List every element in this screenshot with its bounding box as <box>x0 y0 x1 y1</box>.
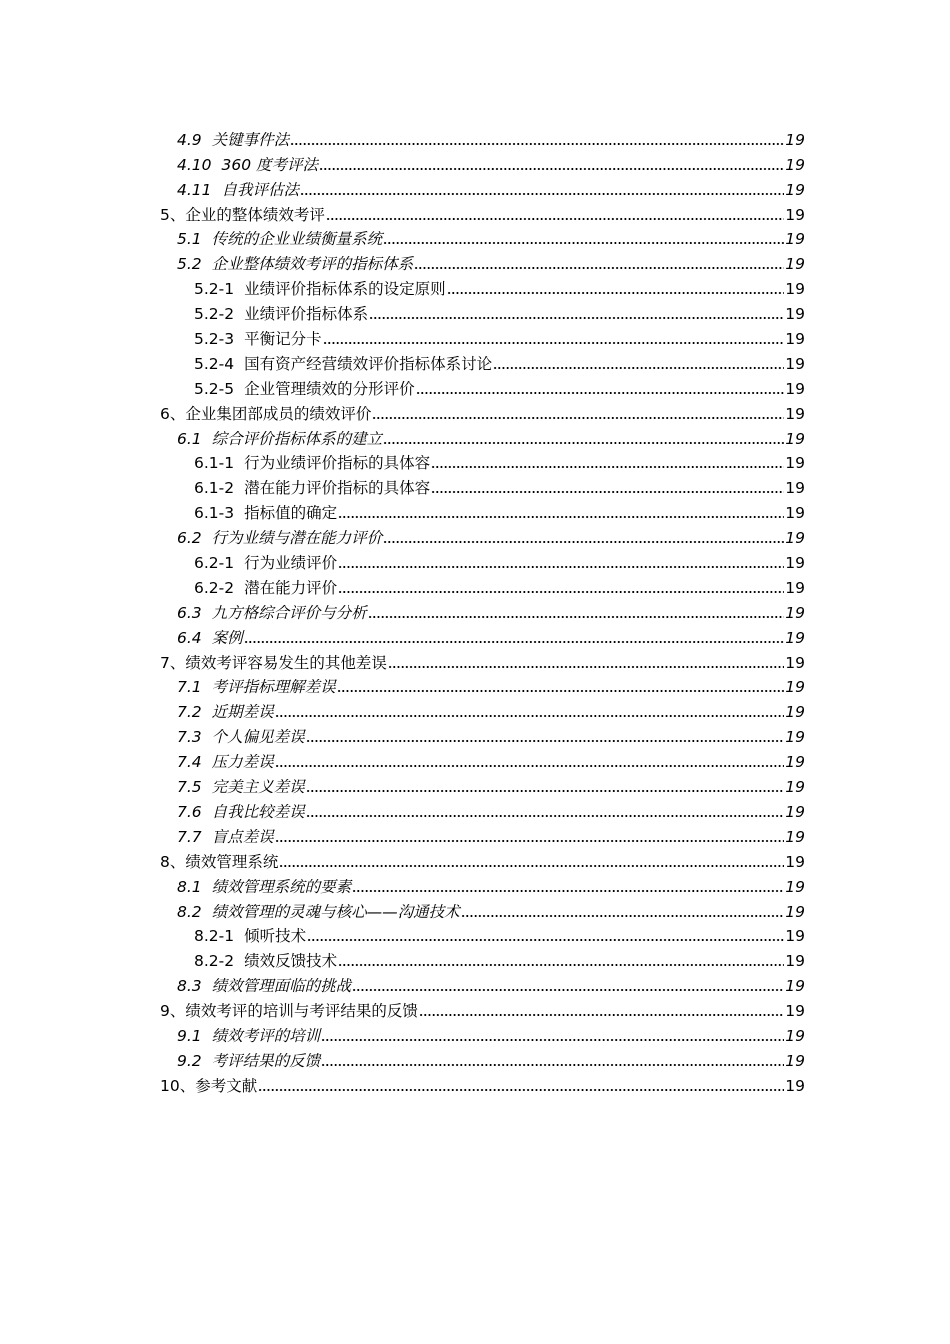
toc-entry-number: 5.2-3 <box>194 330 235 349</box>
toc-entry-number: 5.1 <box>177 230 202 249</box>
toc-dot-leader <box>258 1088 784 1092</box>
toc-entry[interactable] <box>160 573 805 598</box>
toc-entry-page: 19 <box>785 1051 805 1070</box>
toc-entry-title: 考评结果的反馈 <box>211 1051 321 1070</box>
toc-dot-leader <box>431 465 784 469</box>
toc-dot-leader <box>300 192 784 196</box>
toc-entry[interactable] <box>160 1071 805 1096</box>
toc-entry-title: 案例 <box>211 628 243 647</box>
toc-entry[interactable] <box>160 374 805 399</box>
toc-entry-page: 19 <box>785 628 805 647</box>
toc-dot-leader <box>388 665 784 669</box>
toc-entry-page: 19 <box>785 852 805 871</box>
toc-dot-leader <box>323 341 785 345</box>
toc-dot-leader <box>338 590 784 594</box>
toc-entry[interactable] <box>160 523 805 548</box>
toc-entry-page: 19 <box>785 529 805 548</box>
toc-dot-leader <box>326 217 784 221</box>
toc-entry-number: 8.2-1 <box>194 927 235 946</box>
toc-entry-page: 19 <box>785 379 805 398</box>
toc-dot-leader <box>306 789 785 793</box>
toc-entry-title: 绩效考评的培训与考评结果的反馈 <box>185 1002 418 1021</box>
toc-dot-leader <box>321 1038 784 1042</box>
toc-entry-title: 企业整体绩效考评的指标体系 <box>211 255 414 274</box>
toc-entry-page: 19 <box>785 180 805 199</box>
toc-dot-leader <box>414 266 784 270</box>
toc-entry-number: 4.11 <box>177 180 212 199</box>
toc-entry-title: 关键事件法 <box>211 130 290 149</box>
toc-entry-number: 6、 <box>160 404 186 423</box>
toc-entry[interactable] <box>160 946 805 971</box>
toc-entry-number: 8.1 <box>177 877 202 896</box>
toc-entry-number: 6.4 <box>177 628 202 647</box>
toc-entry[interactable] <box>160 399 805 424</box>
table-of-contents <box>160 125 805 1096</box>
toc-entry-page: 19 <box>785 454 805 473</box>
toc-entry-number: 5、 <box>160 205 186 224</box>
toc-dot-leader <box>244 640 785 644</box>
toc-entry-number: 6.1 <box>177 429 202 448</box>
toc-dot-leader <box>383 540 784 544</box>
toc-entry-number: 6.1-2 <box>194 479 235 498</box>
toc-entry-number: 6.3 <box>177 603 202 622</box>
toc-dot-leader <box>372 416 784 420</box>
toc-entry[interactable] <box>160 747 805 772</box>
toc-entry-title: 绩效管理系统的要素 <box>211 877 352 896</box>
toc-entry[interactable] <box>160 200 805 225</box>
toc-entry-number: 8.2-2 <box>194 952 235 971</box>
toc-entry-page: 19 <box>785 1026 805 1045</box>
toc-entry[interactable] <box>160 697 805 722</box>
toc-entry-page: 19 <box>785 877 805 896</box>
toc-entry-number: 6.2-1 <box>194 554 235 573</box>
toc-entry-page: 19 <box>785 205 805 224</box>
toc-entry-page: 19 <box>785 155 805 174</box>
toc-entry[interactable] <box>160 598 805 623</box>
toc-entry-page: 19 <box>785 703 805 722</box>
toc-entry-title: 潜在能力评价 <box>244 578 338 597</box>
toc-entry-page: 19 <box>785 728 805 747</box>
toc-dot-leader <box>369 316 784 320</box>
toc-entry-number: 7.6 <box>177 802 202 821</box>
toc-entry[interactable] <box>160 822 805 847</box>
toc-dot-leader <box>352 988 784 992</box>
toc-entry-number: 5.2 <box>177 255 202 274</box>
toc-entry-title: 企业集团部成员的绩效评价 <box>185 404 372 423</box>
toc-entry-page: 19 <box>785 354 805 373</box>
toc-entry-page: 19 <box>785 504 805 523</box>
toc-entry[interactable] <box>160 473 805 498</box>
toc-dot-leader <box>493 366 784 370</box>
toc-dot-leader <box>307 938 784 942</box>
toc-entry-page: 19 <box>785 753 805 772</box>
toc-entry-page: 19 <box>785 902 805 921</box>
toc-entry[interactable] <box>160 324 805 349</box>
toc-entry-title: 自我评估法 <box>221 180 300 199</box>
toc-entry-title: 行为业绩与潜在能力评价 <box>211 529 383 548</box>
toc-entry-number: 7、 <box>160 653 186 672</box>
toc-entry-number: 7.4 <box>177 753 202 772</box>
toc-entry-number: 8.3 <box>177 977 202 996</box>
toc-entry[interactable] <box>160 1046 805 1071</box>
toc-entry-title: 盲点差误 <box>211 827 274 846</box>
toc-entry[interactable] <box>160 175 805 200</box>
toc-entry-number: 5.2-1 <box>194 280 235 299</box>
toc-entry[interactable] <box>160 772 805 797</box>
toc-entry-title: 自我比较差误 <box>211 802 305 821</box>
toc-entry[interactable] <box>160 996 805 1021</box>
toc-dot-leader <box>306 739 785 743</box>
toc-entry-title: 倾听技术 <box>244 927 307 946</box>
toc-entry[interactable] <box>160 673 805 698</box>
toc-entry-title: 综合评价指标体系的建立 <box>211 429 383 448</box>
toc-dot-leader <box>368 615 785 619</box>
toc-dot-leader <box>275 764 785 768</box>
toc-entry[interactable] <box>160 424 805 449</box>
toc-dot-leader <box>352 889 784 893</box>
toc-entry-number: 5.2-4 <box>194 354 235 373</box>
toc-dot-leader <box>306 814 785 818</box>
toc-entry-title: 参考文献 <box>195 1076 258 1095</box>
toc-dot-leader <box>275 714 785 718</box>
toc-entry[interactable] <box>160 548 805 573</box>
toc-dot-leader <box>461 914 785 918</box>
toc-entry[interactable] <box>160 498 805 523</box>
toc-entry[interactable] <box>160 125 805 150</box>
toc-entry[interactable] <box>160 797 805 822</box>
toc-dot-leader <box>338 963 784 967</box>
toc-entry-number: 6.1-1 <box>194 454 235 473</box>
toc-entry[interactable] <box>160 1021 805 1046</box>
toc-entry[interactable] <box>160 897 805 922</box>
toc-entry[interactable] <box>160 299 805 324</box>
toc-entry-page: 19 <box>785 280 805 299</box>
toc-entry-title: 个人偏见差误 <box>211 728 305 747</box>
toc-dot-leader <box>337 689 785 693</box>
toc-entry-page: 19 <box>785 130 805 149</box>
toc-entry-page: 19 <box>785 255 805 274</box>
toc-entry-page: 19 <box>785 778 805 797</box>
toc-entry-title: 行为业绩评价指标的具体容 <box>244 454 431 473</box>
toc-entry-title: 国有资产经营绩效评价指标体系讨论 <box>244 354 493 373</box>
toc-entry-title: 绩效管理面临的挑战 <box>211 977 352 996</box>
toc-dot-leader <box>275 839 785 843</box>
toc-entry-title: 绩效管理系统 <box>185 852 279 871</box>
toc-entry-title: 绩效考评的培训 <box>211 1026 321 1045</box>
toc-dot-leader <box>321 1063 784 1067</box>
toc-entry-page: 19 <box>785 429 805 448</box>
toc-entry[interactable] <box>160 349 805 374</box>
toc-entry-number: 9.1 <box>177 1026 202 1045</box>
toc-entry-number: 6.2-2 <box>194 578 235 597</box>
toc-entry-page: 19 <box>785 653 805 672</box>
toc-dot-leader <box>419 1013 784 1017</box>
toc-entry-number: 8.2 <box>177 902 202 921</box>
toc-entry-title: 绩效管理的灵魂与核心——沟通技术 <box>211 902 460 921</box>
toc-entry-title: 近期差误 <box>211 703 274 722</box>
toc-entry-number: 7.2 <box>177 703 202 722</box>
toc-entry-title: 企业的整体绩效考评 <box>185 205 325 224</box>
toc-entry[interactable] <box>160 722 805 747</box>
toc-dot-leader <box>338 565 784 569</box>
toc-entry-page: 19 <box>785 404 805 423</box>
toc-dot-leader <box>338 515 784 519</box>
toc-entry-title: 业绩评价指标体系的设定原则 <box>244 280 446 299</box>
toc-entry-number: 7.5 <box>177 778 202 797</box>
toc-entry[interactable] <box>160 225 805 250</box>
toc-entry-title: 传统的企业业绩衡量系统 <box>211 230 383 249</box>
toc-entry-page: 19 <box>785 1076 805 1095</box>
toc-entry-title: 指标值的确定 <box>244 504 338 523</box>
toc-entry[interactable] <box>160 274 805 299</box>
toc-entry-page: 19 <box>785 305 805 324</box>
toc-entry[interactable] <box>160 847 805 872</box>
toc-entry-number: 6.2 <box>177 529 202 548</box>
toc-dot-leader <box>290 142 784 146</box>
toc-entry-number: 5.2-2 <box>194 305 235 324</box>
toc-entry-number: 8、 <box>160 852 186 871</box>
toc-entry-page: 19 <box>785 678 805 697</box>
toc-entry-page: 19 <box>785 230 805 249</box>
toc-entry-title: 行为业绩评价 <box>244 554 338 573</box>
toc-dot-leader <box>447 291 785 295</box>
toc-dot-leader <box>383 241 784 245</box>
toc-entry[interactable] <box>160 872 805 897</box>
toc-entry-title: 绩效反馈技术 <box>244 952 338 971</box>
toc-entry-title: 企业管理绩效的分形评价 <box>244 379 415 398</box>
toc-entry-title: 压力差误 <box>211 753 274 772</box>
toc-entry-page: 19 <box>785 1002 805 1021</box>
toc-entry-page: 19 <box>785 578 805 597</box>
toc-entry-number: 10、 <box>160 1076 196 1095</box>
toc-entry-page: 19 <box>785 603 805 622</box>
toc-entry-page: 19 <box>785 927 805 946</box>
toc-entry-number: 5.2-5 <box>194 379 235 398</box>
toc-entry-number: 7.7 <box>177 827 202 846</box>
toc-entry-page: 19 <box>785 952 805 971</box>
toc-entry-title: 九方格综合评价与分析 <box>211 603 367 622</box>
toc-entry-title: 绩效考评容易发生的其他差误 <box>185 653 387 672</box>
toc-dot-leader <box>431 490 784 494</box>
toc-entry-title: 平衡记分卡 <box>244 330 322 349</box>
toc-entry[interactable] <box>160 922 805 947</box>
toc-entry-title: 完美主义差误 <box>211 778 305 797</box>
toc-entry[interactable] <box>160 971 805 996</box>
toc-dot-leader <box>383 441 784 445</box>
toc-entry[interactable] <box>160 449 805 474</box>
toc-dot-leader <box>319 167 784 171</box>
toc-entry[interactable] <box>160 150 805 175</box>
toc-entry[interactable] <box>160 648 805 673</box>
toc-entry-page: 19 <box>785 330 805 349</box>
toc-entry-page: 19 <box>785 802 805 821</box>
toc-entry-page: 19 <box>785 827 805 846</box>
toc-entry-number: 7.3 <box>177 728 202 747</box>
toc-entry-number: 9.2 <box>177 1051 202 1070</box>
toc-entry-number: 6.1-3 <box>194 504 235 523</box>
toc-entry[interactable] <box>160 623 805 648</box>
toc-entry-page: 19 <box>785 479 805 498</box>
toc-entry-title: 潜在能力评价指标的具体容 <box>244 479 431 498</box>
toc-dot-leader <box>416 391 785 395</box>
toc-entry-title: 业绩评价指标体系 <box>244 305 369 324</box>
toc-entry-number: 4.9 <box>177 130 202 149</box>
toc-entry-title: 考评指标理解差误 <box>211 678 336 697</box>
toc-entry-page: 19 <box>785 977 805 996</box>
toc-entry-number: 7.1 <box>177 678 202 697</box>
toc-dot-leader <box>279 864 784 868</box>
toc-entry[interactable] <box>160 249 805 274</box>
toc-entry-title: 360 度考评法 <box>221 155 319 174</box>
toc-entry-page: 19 <box>785 554 805 573</box>
toc-entry-number: 4.10 <box>177 155 212 174</box>
toc-entry-number: 9、 <box>160 1002 186 1021</box>
